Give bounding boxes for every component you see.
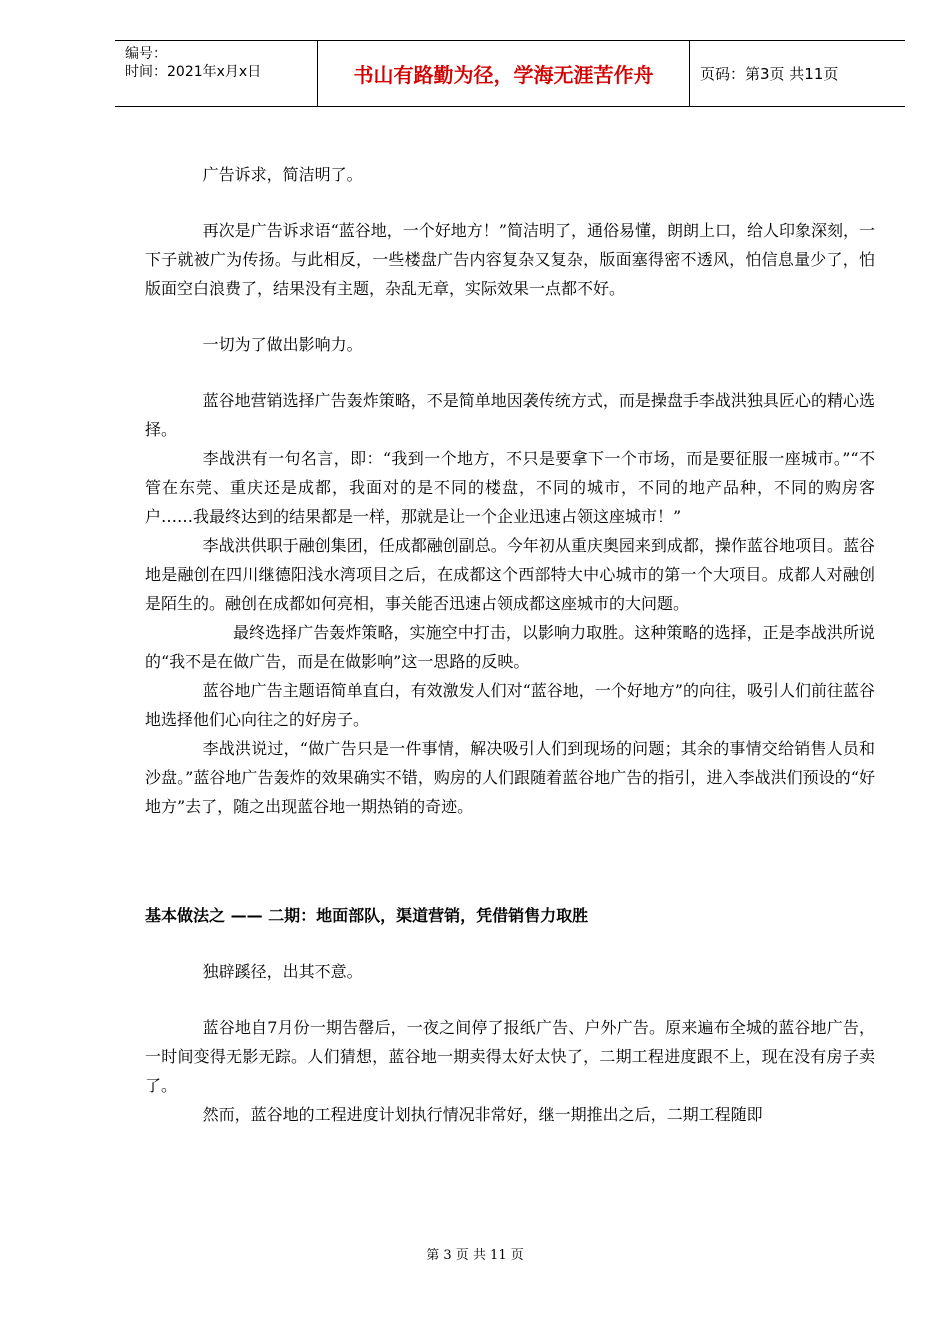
paragraph: 再次是广告诉求语“蓝谷地，一个好地方！”简洁明了，通俗易懂，朗朗上口，给人印象深刻，一下子就被广为传扬。与此相反，一些楼盘广告内容复杂又复杂，版面塞得密不透风，怕信息量少了，怕版面空白浪费了，结果没有主题，杂乱无章，实际效果一点都不好。 <box>145 221 875 298</box>
header-meta <box>115 41 317 106</box>
paragraph: 蓝谷地广告主题语简单直白，有效激发人们对“蓝谷地，一个好地方”的向往，吸引人们前往蓝谷地选择他们心向往之的好房子。 <box>145 681 875 729</box>
paragraph: 然而，蓝谷地的工程进度计划执行情况非常好，继一期推出之后，二期工程随即 <box>202 1105 763 1124</box>
paragraph: 蓝谷地自7月份一期告罄后，一夜之间停了报纸广告、户外广告。原来遍布全城的蓝谷地广告，一时间变得无影无踪。人们猜想，蓝谷地一期卖得太好太快了，二期工程进度跟不上，现在没有房子卖了。 <box>145 1018 875 1095</box>
header-page-info: 页码：第3页 共11页 <box>700 65 839 83</box>
paragraph: 最终选择广告轰炸策略，实施空中打击，以影响力取胜。这种策略的选择，正是李战洪所说的“我不是在做广告，而是在做影响”这一思路的反映。 <box>145 623 875 671</box>
page-header <box>115 40 905 107</box>
paragraph: 一切为了做出影响力。 <box>202 335 363 354</box>
paragraph: 李战洪供职于融创集团，任成都融创副总。今年初从重庆奥园来到成都，操作蓝谷地项目。蓝谷地是融创在四川继德阳浅水湾项目之后，在成都这个西部特大中心城市的第一个大项目。成都人对融创是陌生的。融创在成都如何亮相，事关能否迅速占领成都这座城市的大问题。 <box>145 536 875 613</box>
section-heading: 基本做法之 —— 二期：地面部队，渠道营销，凭借销售力取胜 <box>145 906 589 925</box>
page-footer: 第 3 页 共 11 页 <box>426 1248 524 1263</box>
paragraph: 蓝谷地营销选择广告轰炸策略，不是简单地因袭传统方式，而是操盘手李战洪独具匠心的精心选择。 <box>145 391 875 439</box>
paragraph: 广告诉求，简洁明了。 <box>202 165 363 184</box>
document-number: 编号： <box>125 46 167 62</box>
document-time: 时间：2021年x月x日 <box>125 64 262 80</box>
paragraph: 独辟蹊径，出其不意。 <box>202 962 363 981</box>
paragraph: 李战洪说过，“做广告只是一件事情，解决吸引人们到现场的问题；其余的事情交给销售人员和沙盘。”蓝谷地广告轰炸的效果确实不错，购房的人们跟随着蓝谷地广告的指引，进入李战洪们预设的“好地方”去了，随之出现蓝谷地一期热销的奇迹。 <box>145 739 875 816</box>
document-body <box>145 160 875 1129</box>
header-motto: 书山有路勤为径，学海无涯苦作舟 <box>317 41 690 106</box>
paragraph: 李战洪有一句名言，即：“我到一个地方，不只是要拿下一个市场，而是要征服一座城市。”“不管在东莞、重庆还是成都，我面对的是不同的楼盘，不同的城市，不同的地产品种，不同的购房客户……我最终达到的结果都是一样，那就是让一个企业迅速占领这座城市！” <box>145 449 875 526</box>
